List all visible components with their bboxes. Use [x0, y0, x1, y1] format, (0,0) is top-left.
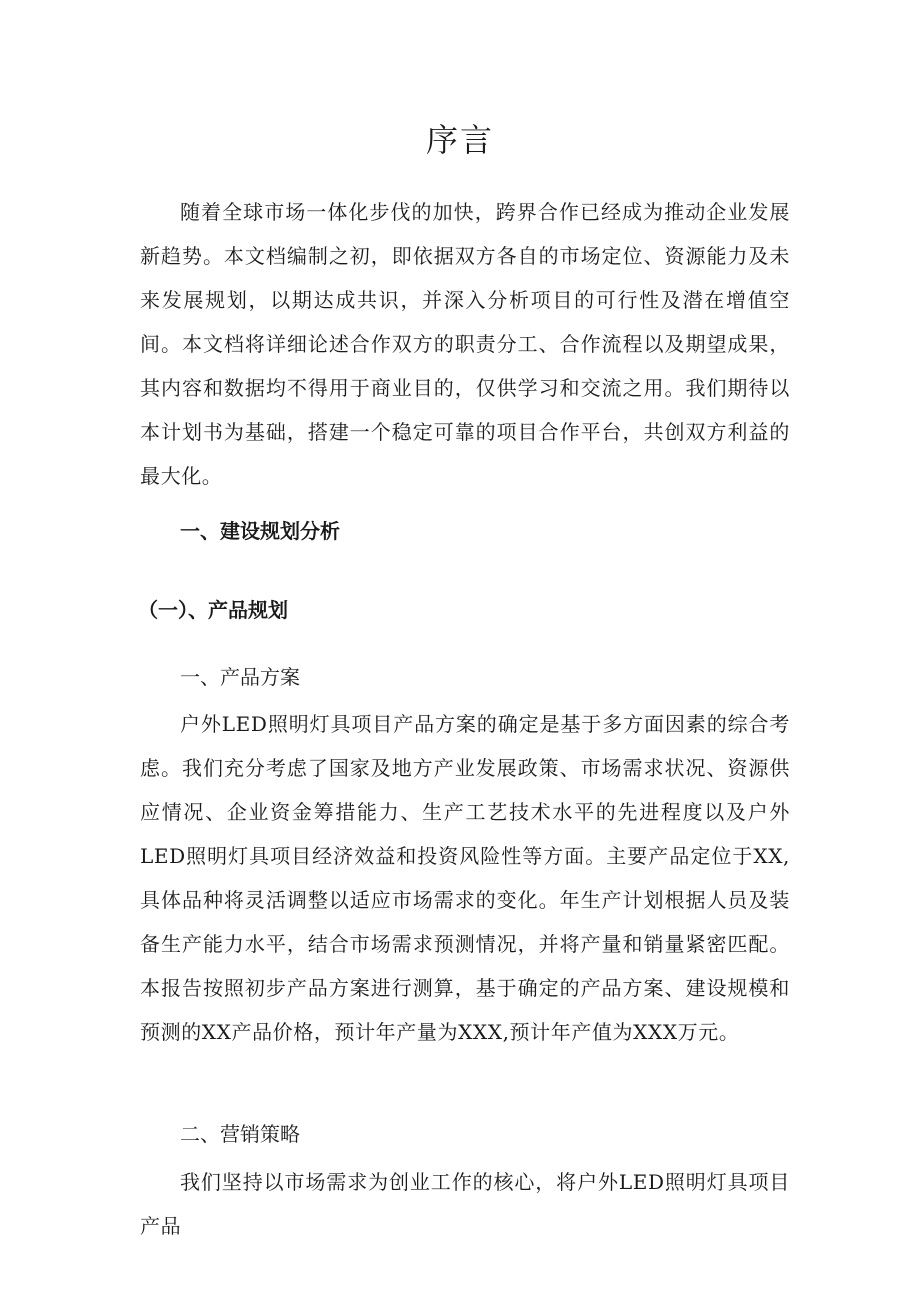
marketing-strategy-paragraph: 我们坚持以市场需求为创业工作的核心，将户外LED照明灯具项目产品 — [140, 1170, 790, 1238]
subsection-heading-product-planning: （一）、产品规划 — [138, 598, 288, 622]
product-plan-paragraph: 户外LED照明灯具项目产品方案的确定是基于多方面因素的综合考虑。我们充分考虑了国家及地方产业发展政策、市场需求状况、资源供应情况、企业资金筹措能力、生产工艺技术水平的先进程度以及户外LED照明灯具项目经济效益和投资风险性等方面。主要产品定位于XX,具体品种将灵活调整以适应市场需求的变化。年生产计划根据人员及装备生产能力水平，结合市场需求预测情况，并将产量和销量紧密匹配。本报告按照初步产品方案进行测算，基于确定的产品方案、建设规模和预测的XX产品价格，预计年产量为XXX,预计年产值为XXX万元。 — [140, 712, 790, 1044]
item-heading-marketing-strategy: 二、营销策略 — [180, 1122, 300, 1146]
section-heading-construction-planning: 一、建设规划分析 — [180, 519, 340, 543]
preface-paragraph: 随着全球市场一体化步伐的加快，跨界合作已经成为推动企业发展新趋势。本文档编制之初，即依据双方各自的市场定位、资源能力及未来发展规划，以期达成共识，并深入分析项目的可行性及潜在增值空间。本文档将详细论述合作双方的职责分工、合作流程以及期望成果，其内容和数据均不得用于商业目的，仅供学习和交流之用。我们期待以本计划书为基础，搭建一个稳定可靠的项目合作平台，共创双方利益的最大化。 — [140, 200, 790, 488]
item-heading-product-plan: 一、产品方案 — [180, 665, 300, 689]
page-title: 序言 — [425, 121, 494, 159]
